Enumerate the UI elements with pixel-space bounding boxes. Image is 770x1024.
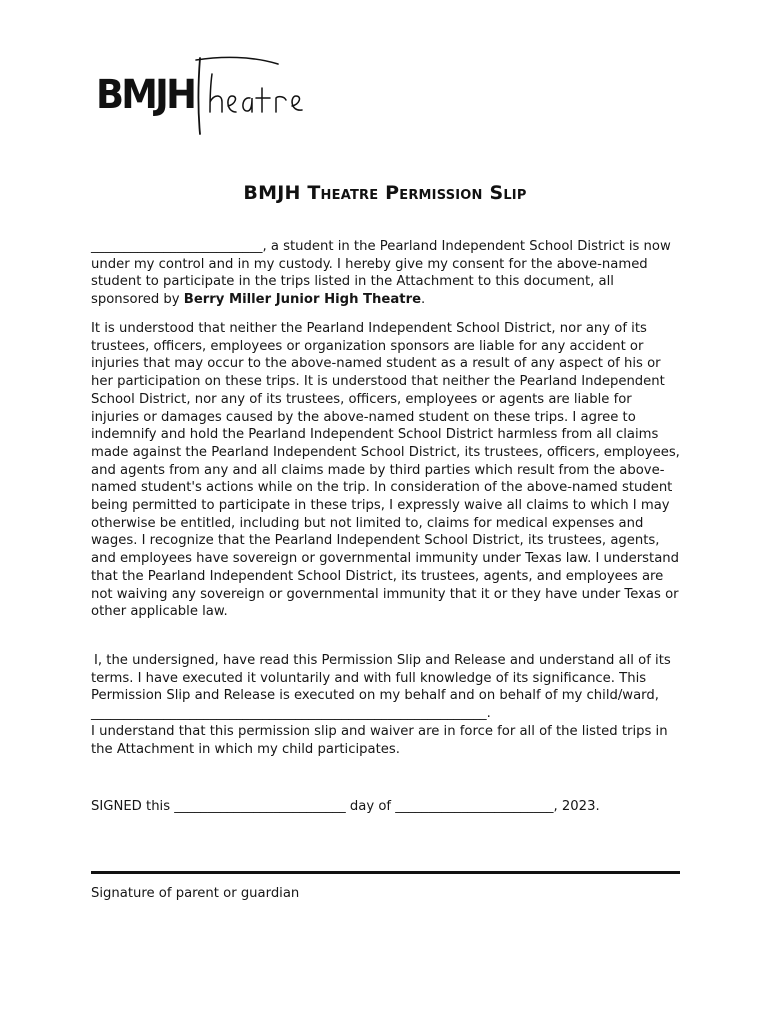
day-blank: __________________________	[174, 799, 346, 814]
logo-bmjh-text: BMJH	[96, 72, 195, 118]
consent-text-end: .	[421, 292, 426, 308]
consent-paragraph	[91, 238, 683, 309]
acknowledgment-text: I, the undersigned, have read this Permission Slip and Release and understand all of its terms. I have executed it voluntarily and with full knowledge of its significance. This Permission Slip and Release is executed on my behalf and on behalf of my child/ward,	[91, 653, 671, 704]
signed-middle: day of	[345, 799, 396, 814]
month-blank: ________________________	[395, 799, 554, 814]
signed-year: , 2023.	[553, 799, 600, 814]
student-name-blank: __________________________	[91, 239, 263, 254]
signed-prefix: SIGNED this	[91, 799, 175, 814]
document-title: BMJH Theatre Permission Slip	[243, 182, 527, 204]
acknowledgment-paragraph	[91, 652, 683, 758]
signed-date-line	[91, 798, 600, 816]
liability-paragraph: It is understood that neither the Pearland Independent School District, nor any of its trustees, officers, employees or organization sponsors are liable for any accident or injuries that may occur to the above-named student as a result of any aspect of his or her participation on these trips. It is understood that neither the Pearland Independent School District, nor any of its trustees, officers, employees or agents are liable for injuries or damages caused by the above-named student on these trips. I agree to indemnify and hold the Pearland Independent School District harmless from all claims made against the Pearland Independent School District, its trustees, officers, employees, and agents from any and all claims made by third parties which result from the above-named student's actions while on the trip. In consideration of the above-named student being permitted to participate in these trips, I expressly waive all claims to which I may otherwise be entitled, including but not limited to, claims for medical expenses and wages. I recognize that the Pearland Independent School District, its trustees, agents, and employees have sovereign or governmental immunity under Texas law. I understand that the Pearland Independent School District, its trustees, agents, and employees are not waiving any sovereign or governmental immunity that it or they have under Texas or other applicable law.	[91, 321, 680, 620]
logo-theatre-script	[192, 54, 398, 138]
child-name-blank: ____________________________________________________________.	[91, 706, 491, 722]
bmjh-theatre-logo	[96, 54, 306, 138]
signature-label: Signature of parent or guardian	[91, 886, 300, 901]
sponsor-name: Berry Miller Junior High Theatre	[183, 292, 422, 308]
consent-text: , a student in the Pearland Independent School District is now under my control and in my custody. I hereby give my consent for the above-named student to participate in the trips listed in the Attachment to this document, all sponsored by	[91, 239, 671, 308]
waiver-force-text: I understand that this permission slip and waiver are in force for all of the listed trips in the Attachment in which my child participates.	[91, 723, 668, 757]
signature-line	[91, 871, 680, 874]
